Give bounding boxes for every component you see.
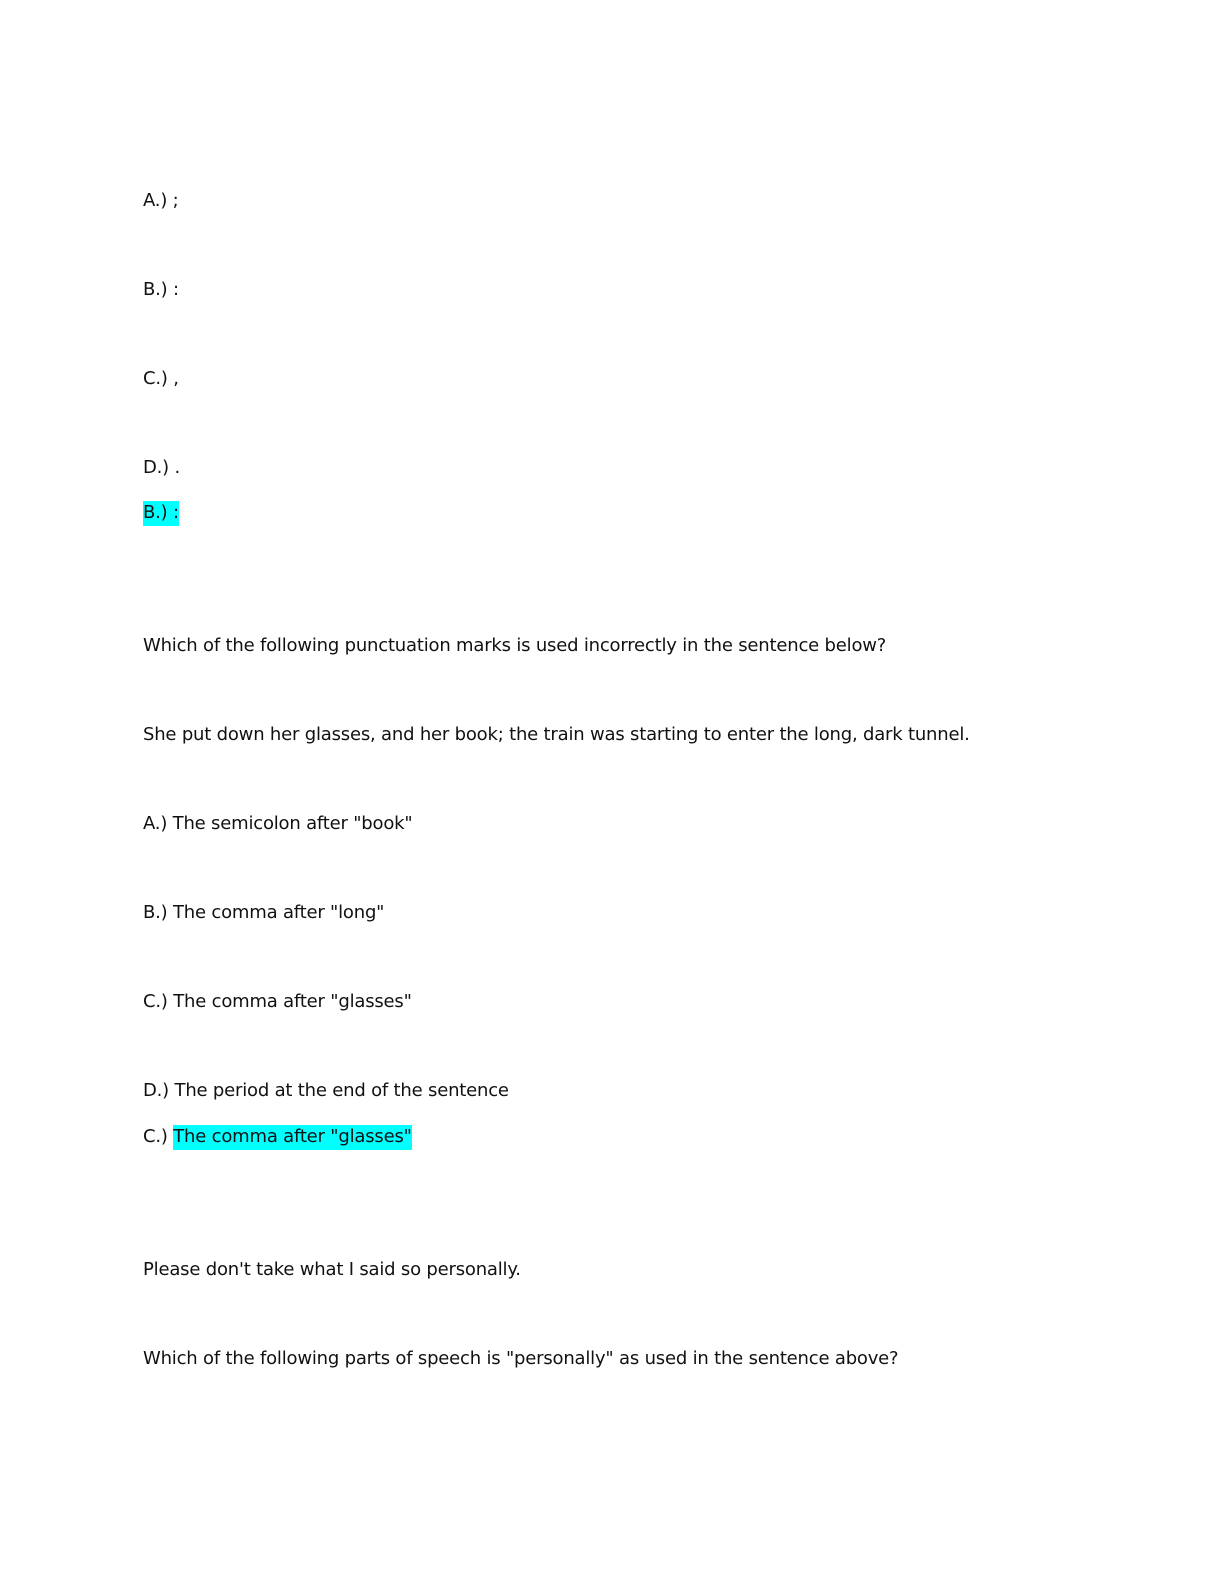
q2-answer-prefix: C.) xyxy=(143,1126,168,1147)
q3-question: Which of the following parts of speech is "personally" as used in the sentence above? xyxy=(143,1348,899,1369)
q1-option-a: A.) ; xyxy=(143,190,179,211)
q1-option-b: B.) : xyxy=(143,279,179,300)
q2-option-a: A.) The semicolon after "book" xyxy=(143,813,413,834)
q2-answer xyxy=(143,1125,412,1149)
q1-option-d: D.) . xyxy=(143,457,181,478)
q2-sentence: She put down her glasses, and her book; the train was starting to enter the long, dark tunnel. xyxy=(143,724,970,745)
q2-option-d: D.) The period at the end of the sentence xyxy=(143,1080,509,1101)
q2-option-c: C.) The comma after "glasses" xyxy=(143,991,412,1012)
q3-sentence: Please don't take what I said so personally. xyxy=(143,1259,521,1280)
q2-question: Which of the following punctuation marks is used incorrectly in the sentence below? xyxy=(143,635,887,656)
q2-answer-highlight: The comma after "glasses" xyxy=(173,1125,411,1150)
q1-answer-highlight: B.) : xyxy=(143,501,179,526)
q1-answer xyxy=(143,501,179,525)
q1-option-c: C.) , xyxy=(143,368,179,389)
q2-option-b: B.) The comma after "long" xyxy=(143,902,385,923)
